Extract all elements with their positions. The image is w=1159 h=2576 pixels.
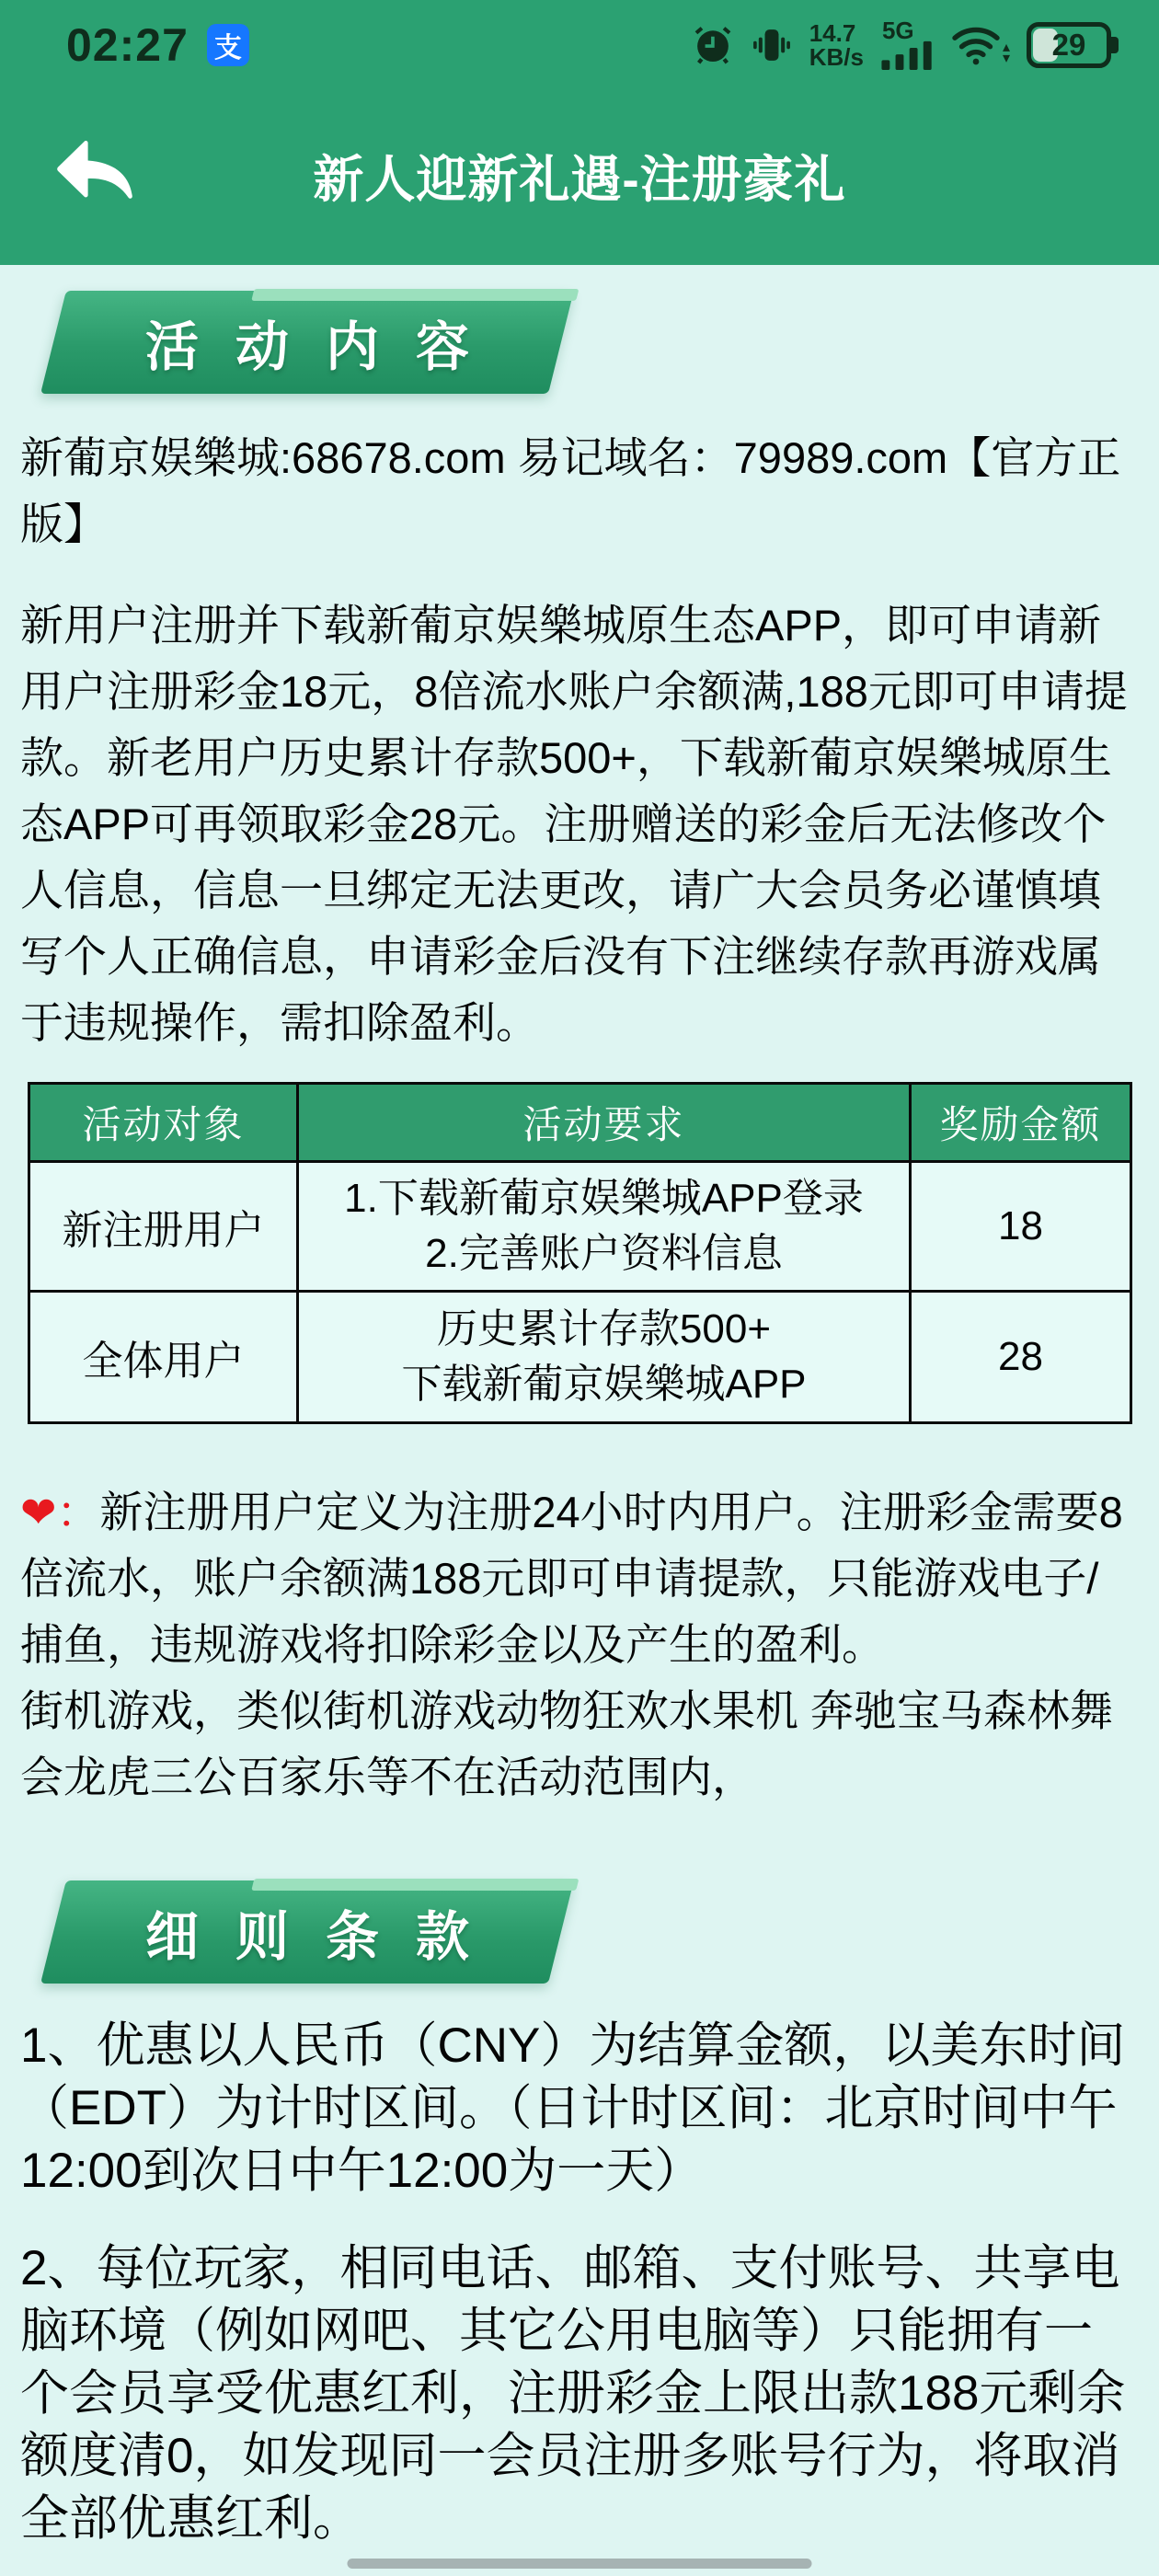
alarm-icon <box>692 24 734 66</box>
activity-note1-text: 新注册用户定义为注册24小时内用户。注册彩金需要8倍流水，账户余额满188元即可申请提款，只能游戏电子/捕鱼，违规游戏将扣除彩金以及产生的盈利。 <box>20 1488 1123 1669</box>
network-type-label: 5G <box>881 17 914 44</box>
terms-item-2: 2、每位玩家，相同电话、邮箱、支付账号、共享电脑环境（例如网吧、其它公用电脑等）只能拥有一个会员享受优惠红利，注册彩金上限出款188元剩余额度清0，如发现同一会员注册多账号行为，将取消全部优惠红利。 <box>20 2241 1126 2546</box>
status-bar <box>0 0 1159 85</box>
table-header-row <box>29 1084 1131 1162</box>
nav-bar <box>0 85 1159 265</box>
table-row <box>29 1162 1131 1292</box>
requirement-line: 2.完善账户资料信息 <box>425 1231 783 1276</box>
table-row <box>29 1292 1131 1423</box>
activity-table <box>28 1082 1132 1424</box>
row-target: 全体用户 <box>29 1292 298 1423</box>
battery-percent: 29 <box>1051 28 1086 62</box>
requirement-line: 1.下载新葡京娱樂城APP登录 <box>344 1176 864 1221</box>
network-speed-unit: KB/s <box>809 43 864 71</box>
wifi-icon <box>950 24 1010 66</box>
scroll-indicator[interactable] <box>348 2559 812 2569</box>
section-banner-activity <box>40 291 574 394</box>
section-banner-terms <box>40 1880 574 1984</box>
domain-info-text: 新葡京娱樂城:68678.com 易记域名：79989.com【官方正版】 <box>20 433 1121 548</box>
row-reward-amount: 28 <box>911 1292 1131 1423</box>
activity-note-line1 <box>20 1479 1139 1678</box>
requirement-line: 下载新葡京娱樂城APP <box>401 1362 807 1407</box>
row-target: 新注册用户 <box>29 1162 298 1292</box>
section-banner-terms-label: 细则条款 <box>144 1907 506 1967</box>
heart-icon: ❤： <box>20 1488 100 1536</box>
cellular-signal <box>880 17 934 70</box>
table-header-target: 活动对象 <box>29 1084 298 1162</box>
battery-icon <box>1027 22 1111 68</box>
status-right <box>692 17 1111 71</box>
clock-time: 02:27 <box>66 19 189 71</box>
row-requirement <box>298 1292 911 1423</box>
signal-bars-icon <box>880 40 934 70</box>
table-header-reward: 奖励金额 <box>911 1084 1131 1162</box>
terms-item-1: 1、优惠以人民币（CNY）为结算金额，以美东时间（EDT）为计时区间。（日计时区间：北京时间中午12:00到次日中午12:00为一天） <box>20 2018 1126 2198</box>
wifi-activity-arrows: ▴ ▾ <box>1002 40 1010 66</box>
activity-note2-text: 街机游戏，类似街机游戏动物狂欢水果机 奔驰宝马森林舞会龙虎三公百家乐等不在活动范围内， <box>20 1686 1114 1801</box>
alipay-icon: 支 <box>207 24 249 66</box>
network-speed <box>809 21 864 69</box>
row-requirement <box>298 1162 911 1292</box>
status-left <box>66 18 249 72</box>
page-title: 新人迎新礼遇-注册豪礼 <box>313 150 846 208</box>
vibrate-icon <box>751 24 793 66</box>
row-reward-amount: 18 <box>911 1162 1131 1292</box>
table-header-requirement: 活动要求 <box>298 1084 911 1162</box>
requirement-line: 历史累计存款500+ <box>436 1306 772 1351</box>
activity-note <box>20 1479 1139 1811</box>
activity-description-text: 新用户注册并下载新葡京娱樂城原生态APP，即可申请新用户注册彩金18元，8倍流水账户余额满,188元即可申请提款。新老用户历史累计存款500+，下载新葡京娱樂城原生态APP可再领取彩金28元。注册赠送的彩金后无法修改个人信息，信息一旦绑定无法更改，请广大会员务必谨慎填写个人正确信息，申请彩金后没有下注继续存款再游戏属于违规操作，需扣除盈利。 <box>20 601 1128 1047</box>
section-banner-activity-label: 活动内容 <box>144 317 506 377</box>
network-speed-value: 14.7 <box>809 19 856 47</box>
